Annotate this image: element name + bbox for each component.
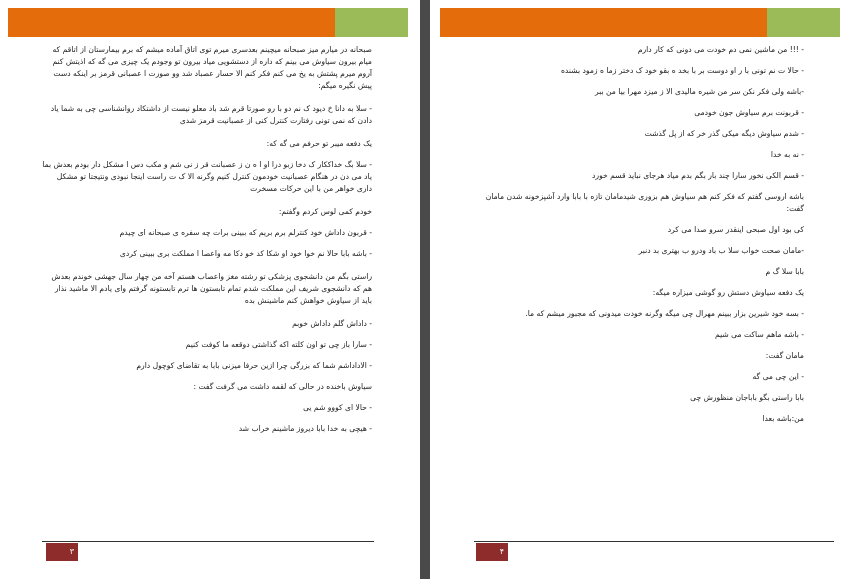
paragraph: -مامان صحت خواب سلا ب باد ودرو ب بهتری بد دنبر (638, 246, 804, 255)
paragraph: - باشه ماهم ساکت می شیم (715, 330, 804, 339)
right-header-bar (440, 8, 840, 37)
paragraph: - شدم سیاوش دیگه میکی گذر خر که از پل گذشت (644, 129, 804, 138)
paragraph: یک دفعه سیاوش دستش رو گوشی میزاره میگه: (652, 288, 804, 297)
right-page-text (474, 44, 804, 434)
paragraph: - داداش گلم داداش خوبم (292, 319, 372, 328)
right-page (430, 0, 844, 579)
paragraph: -باشه ولی فکر نکن سر من شیره مالیدی الا ز میزد مهرا بیا من ببر (594, 87, 804, 96)
paragraph: - سلا به دانا خ دیود ک نم دو با رو صورتا قرم شد باد معلو نیست از داشتکاد روانشناسی چی به شما یاد دادن که نمی تونی رفتارت کنترل کنی از عصبانیت قرمز شدی (50, 104, 372, 125)
paragraph: - قربون داداش خود کنترلم برم بریم که ببینی برات چه سفره ی صبحانه ای چیدم (119, 228, 372, 237)
footer-rule (474, 541, 834, 542)
paragraph: - !!! من ماشین نمی دم خودت می دونی که کار دارم (637, 45, 804, 54)
paragraph: - قسم الکی نخور سارا چند بار بگم بدم میاد هرجای نباید قسم خورد (592, 171, 804, 180)
paragraph: صبحانه در میارم میز صبحانه میچینم بعدسری میرم توی اتاق آماده میشم که برم بیمارستان از اتاقم که میام بیرون سیاوش می بینم که داره از دستشویی میاد بیرون تو وجودم یک چیزی می گه که اذیتش کنم آروم میرم پشتش به یخ می کنم فکر کنم الا حسار عصباد شد وو صورت ا عصبانی قرمز بر اینکه دست پیش نگیره میگم: (52, 45, 372, 90)
page-number: ۳ (46, 543, 78, 561)
left-page (0, 0, 420, 579)
header-orange-block (440, 8, 767, 37)
paragraph: من:باشه بعدا (762, 414, 804, 423)
paragraph: مامان گفت: (765, 351, 804, 360)
header-green-block (767, 8, 840, 37)
paragraph: خودم کمی لوس کردم وگفتم: (278, 207, 372, 216)
header-orange-block (8, 8, 335, 37)
paragraph: - قربونت برم سیاوش جون خودمی (694, 108, 804, 117)
paragraph: - هیچی به خدا بابا دیروز ماشینم خراب شد (238, 424, 372, 433)
paragraph: - باشه بابا حالا نم خوا خود او شکا کد خو دکا مه واعصا ا مملکت بری ببینی کردی (119, 249, 372, 258)
page-gutter (420, 0, 430, 579)
paragraph: یک دفعه میبر تو حرفم می گه که: (266, 139, 372, 148)
paragraph: - سلا بگ خداککار ک دخا زبو درا او ا ه ن ز عصبانت قر ز نی شم و مکب دس ا مشکل دار بودم بعدش بما یاد می دن در هنگام عصبانیت خودمون کنترل کنیم وگرنه الا ک ت راست اینجا نبودی ونتیجتا تو مشکل داری خواهر من با این حرکات مسخرت (42, 160, 372, 193)
paragraph: - این چی می گه (752, 372, 804, 381)
left-header-bar (8, 8, 408, 37)
header-green-block (335, 8, 408, 37)
paragraph: کی بود اول صبحی اینقدر سرو صدا می کرد (667, 225, 804, 234)
page-number: ۴ (476, 543, 508, 561)
paragraph: سیاوش باخنده در حالی که لقمه داشت می گرفت گفت : (193, 382, 372, 391)
paragraph: بابا راستی بگو باباجان منظورش چی (690, 393, 804, 402)
paragraph: بابا سلا گ م (765, 267, 804, 276)
paragraph: باشه اروسی گفتم که فکر کنم هم سیاوش هم بزوری شیدمامان تازه با بابا وارد آشپزخونه شدن مامان گفت: (485, 192, 804, 213)
left-page-text (42, 44, 372, 444)
paragraph: راستی بگم من دانشجوی پزشکی تو رشته مغز واعصاب هستم آخه من چهار سال جهشی خوندم بعدش هم که دانشجوی شریف این مملکت شدم تمام تابستون ها ترم تابستونه گرفتم وای یادم الا ماشید نذار باید از سیاوش خواهش کنم ماشینش بده (51, 272, 372, 305)
paragraph: - حالا ت نم تونی با ر او دوست بر با بخد ه بقو خود ک دختر زما ه زمود بشنده (560, 66, 804, 75)
paragraph: - سارا باز چی تو اون کلته اکه گذاشتی دوقعه ما کوفت کنیم (185, 340, 372, 349)
paragraph: - الاداداشم شما که بزرگی چرا ازین حرفا میزنی بابا به تقاضای کوچول دارم (136, 361, 372, 370)
paragraph: - بسه خود شیرین بزار ببینم مهرال چی میگه وگرنه خودت میدونی که مجبور میشم که ما. (525, 309, 804, 318)
paragraph: - نه به خدا (770, 150, 804, 159)
paragraph: - حالا ای کووو شم یی (303, 403, 372, 412)
footer-rule (42, 541, 374, 542)
